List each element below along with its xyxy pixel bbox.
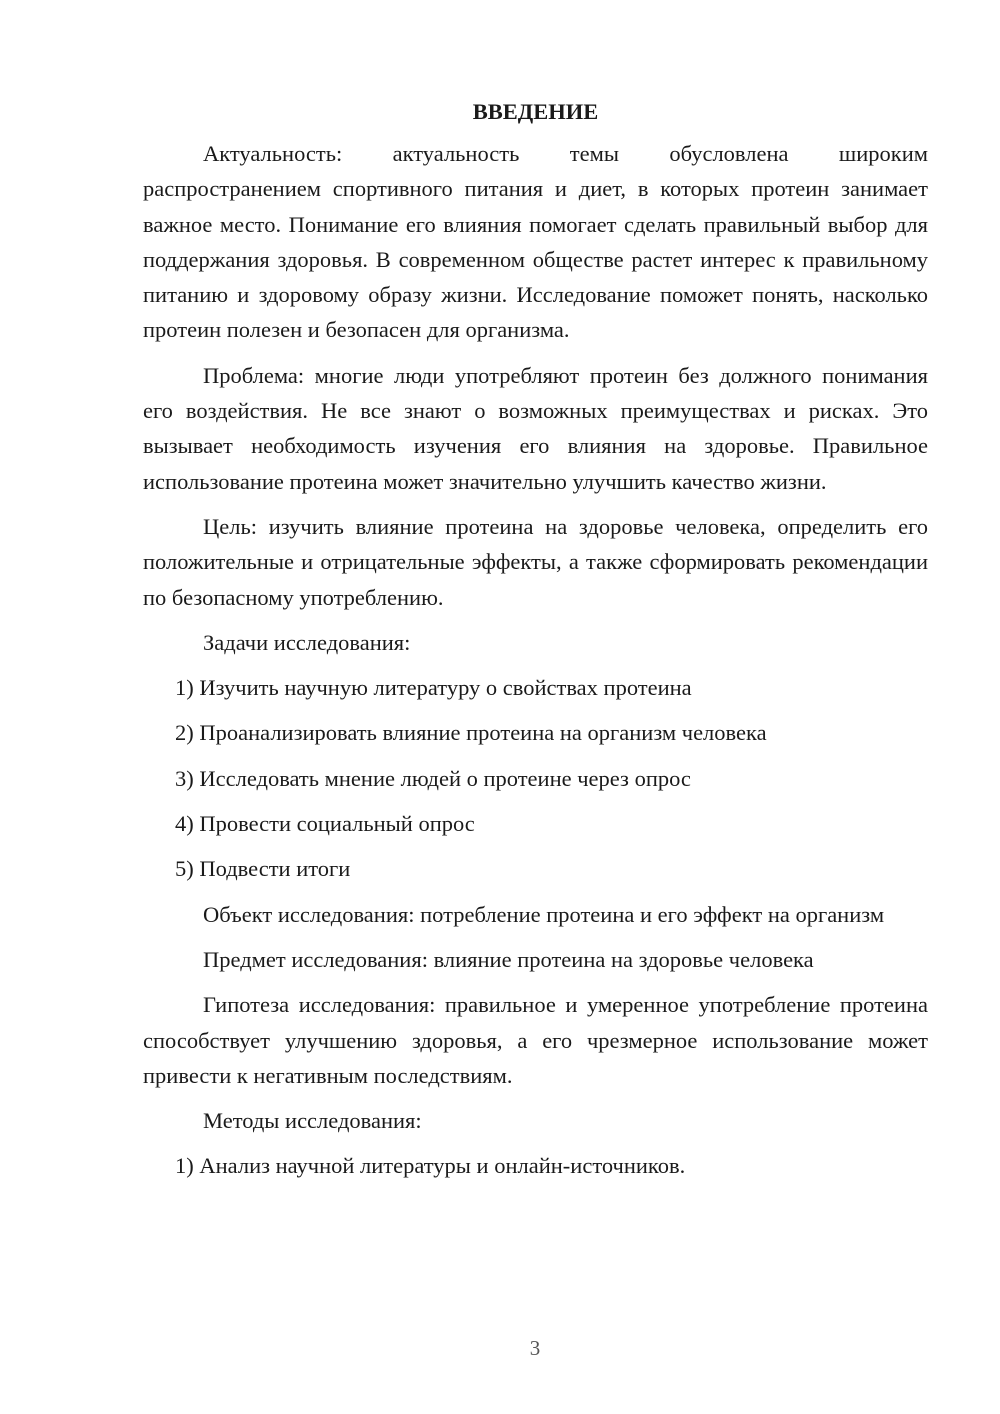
goal-paragraph: Цель: изучить влияние протеина на здоровье человека, определить его положительные и отрицательные эффекты, а также сформировать рекомендации по безопасному употреблению.	[143, 513, 928, 610]
method-item: 1) Анализ научной литературы и онлайн-источников.	[175, 1153, 686, 1179]
page-number: 3	[529, 1336, 541, 1360]
hypothesis-paragraph: Гипотеза исследования: правильное и умеренное употребление протеина способствует улучшению здоровья, а его чрезмерное использование может привести к негативным последствиям.	[143, 992, 928, 1088]
task-item: 1) Изучить научную литературу о свойствах протеина	[175, 675, 692, 701]
methods-list	[143, 1148, 928, 1183]
task-item: 4) Провести социальный опрос	[175, 811, 475, 837]
page-title: ВВЕДЕНИЕ	[472, 99, 599, 124]
object-paragraph: Объект исследования: потребление протеина и его эффект на организм	[203, 901, 885, 927]
subject-paragraph: Предмет исследования: влияние протеина на здоровье человека	[203, 946, 814, 972]
relevance-paragraph: Актуальность: актуальность темы обусловлена широким распространением спортивного питания и диет, в которых протеин занимает важное место. Понимание его влияния помогает сделать правильный выбор для поддержания здоровья. В современном обществе растет интерес к правильному питанию и здоровому образу жизни. Исследование поможет понять, насколько протеин полезен и безопасен для организма.	[143, 141, 928, 343]
task-item: 2) Проанализировать влияние протеина на организм человека	[175, 720, 767, 746]
page-content	[143, 96, 928, 1194]
methods-heading: Методы исследования:	[203, 1108, 422, 1134]
tasks-list	[143, 670, 928, 886]
tasks-heading: Задачи исследования:	[203, 629, 411, 655]
task-item: 5) Подвести итоги	[175, 856, 351, 882]
problem-paragraph: Проблема: многие люди употребляют протеин без должного понимания его воздействия. Не все знают о возможных преимуществах и рисках. Это вызывает необходимость изучения его влияния на здоровье. Правильное использование протеина может значительно улучшить качество жизни.	[143, 362, 928, 494]
task-item: 3) Исследовать мнение людей о протеине через опрос	[175, 765, 691, 791]
